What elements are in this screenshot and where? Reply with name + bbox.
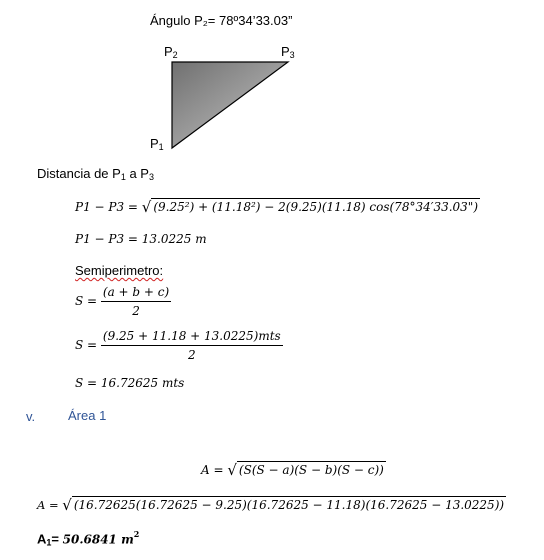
distance-formula: P1 − P3 = √ (9.25²) + (11.18²) − 2(9.25)(11.18) cos(78°34′33.03") — [75, 198, 478, 216]
sqrt-symbol: √ (16.72625(16.72625 − 9.25)(16.72625 − 11.18)(16.72625 − 13.0225)) — [62, 496, 505, 514]
heron-formula: A = √ (S(S − a)(S − b)(S − c)) — [201, 461, 384, 479]
sqrt-symbol: √ (S(S − a)(S − b)(S − c)) — [227, 461, 384, 479]
distance-heading: Distancia de $P_1$ a $P_3$ — [37, 166, 154, 182]
section-number: v. — [26, 409, 36, 424]
triangle-figure — [160, 55, 300, 155]
p1-label: $P_1$ — [150, 136, 164, 152]
angle-caption — [150, 13, 292, 28]
semiperimeter-result: S = 16.72625 mts — [75, 376, 185, 390]
heron-substitution: A = √ (16.72625(16.72625 − 9.25)(16.72625 − 11.18)(16.72625 − 13.0225)) — [37, 496, 505, 514]
angle-caption-text: Ángulo P₂= 78º34’33.03” — [150, 13, 293, 28]
fraction: $\frac{(a + b + c)}{2}$ — [102, 285, 170, 318]
distance-result: P1 − P3 = 13.0225 m — [75, 232, 207, 246]
triangle-shape — [172, 62, 288, 148]
fraction: $\frac{\text{(9.25 + 11.18 + 13.0225)mts}}{2}$ — [102, 329, 281, 362]
sqrt-symbol: √ (9.25²) + (11.18²) − 2(9.25)(11.18) cos(78°34′33.03") — [141, 198, 478, 216]
section-title: Área 1 — [68, 408, 107, 423]
semiperimeter-formula: S = $\frac{(a + b + c)}{2}$ — [75, 285, 170, 318]
p3-label: $P_3$ — [281, 44, 295, 60]
area-result: $A_1= 50.6841$ $m^2$ — [37, 529, 140, 548]
semiperimeter-substitution: S = $\frac{\text{(9.25 + 11.18 + 13.0225)mts}}{2}$ — [75, 329, 281, 362]
semiperimetro-label: Semiperimetro: — [75, 263, 164, 278]
p2-label: $P_2$ — [164, 44, 178, 60]
